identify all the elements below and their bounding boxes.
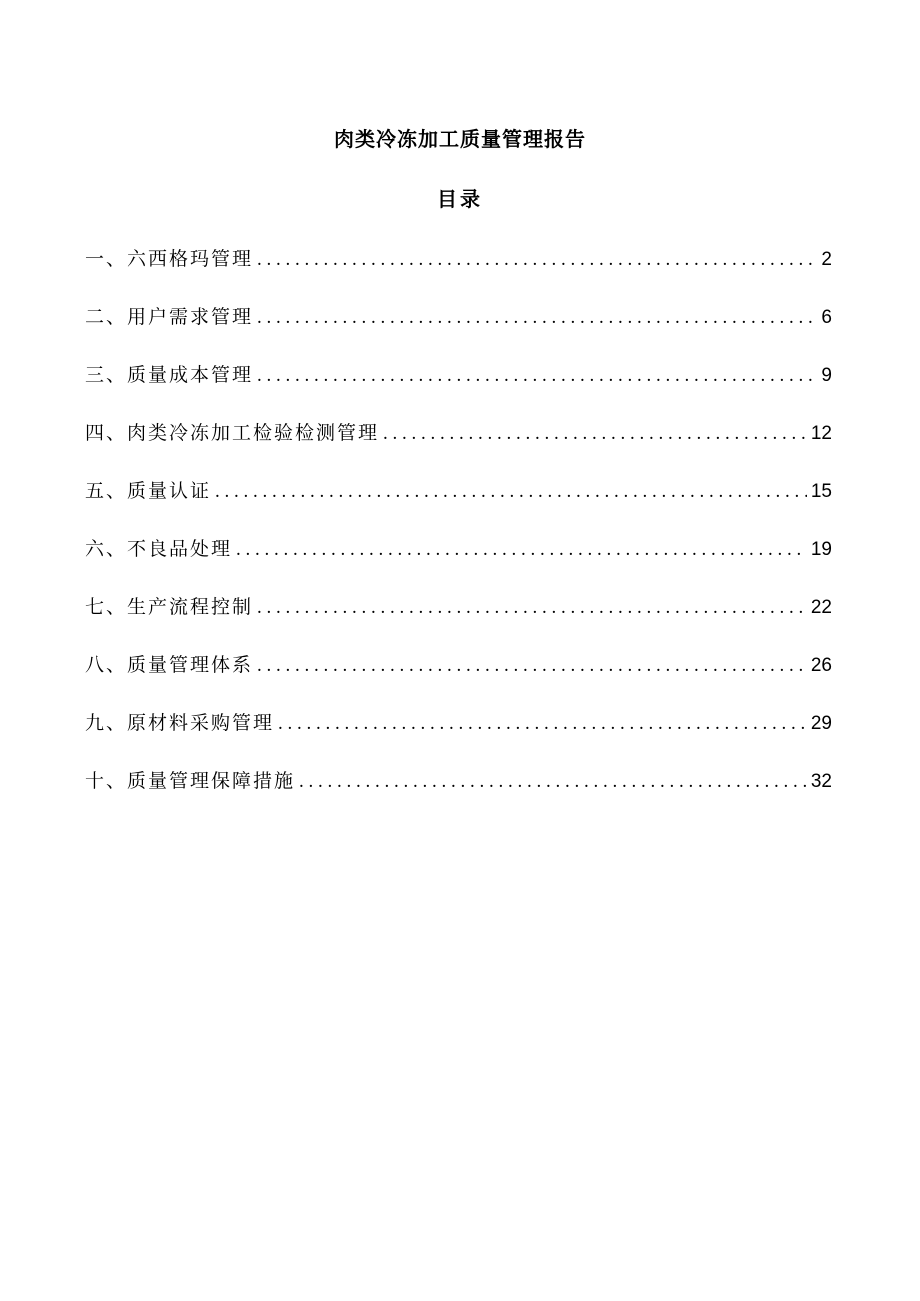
toc-dot-leader bbox=[257, 591, 807, 625]
toc-dot-leader bbox=[215, 475, 807, 509]
toc-page-number: 29 bbox=[810, 713, 832, 734]
table-of-contents bbox=[85, 242, 832, 822]
toc-entry-label: 二、用户需求管理 bbox=[85, 306, 254, 328]
toc-dot-leader bbox=[299, 765, 807, 799]
toc-heading: 目录 bbox=[437, 187, 483, 211]
toc-entry[interactable] bbox=[85, 242, 832, 300]
toc-dot-leader bbox=[278, 707, 807, 741]
toc-dot-leader bbox=[257, 359, 817, 393]
toc-entry-label: 五、质量认证 bbox=[85, 480, 212, 502]
toc-entry-label: 八、质量管理体系 bbox=[85, 654, 254, 676]
toc-page-number: 19 bbox=[810, 539, 832, 560]
toc-entry[interactable] bbox=[85, 474, 832, 532]
toc-page-number: 22 bbox=[810, 597, 832, 618]
toc-page-number: 6 bbox=[821, 307, 832, 328]
toc-entry[interactable] bbox=[85, 706, 832, 764]
toc-entry[interactable] bbox=[85, 358, 832, 416]
document-title: 肉类冷冻加工质量管理报告 bbox=[334, 127, 586, 151]
toc-dot-leader bbox=[383, 417, 807, 451]
toc-entry[interactable] bbox=[85, 590, 832, 648]
toc-entry[interactable] bbox=[85, 416, 832, 474]
toc-entry-label: 六、不良品处理 bbox=[85, 538, 233, 560]
toc-entry[interactable] bbox=[85, 532, 832, 590]
toc-dot-leader bbox=[257, 301, 817, 335]
toc-dot-leader bbox=[257, 243, 817, 277]
toc-entry-label: 十、质量管理保障措施 bbox=[85, 770, 296, 792]
toc-page-number: 9 bbox=[821, 365, 832, 386]
toc-entry[interactable] bbox=[85, 764, 832, 822]
toc-entry[interactable] bbox=[85, 300, 832, 358]
toc-entry-label: 三、质量成本管理 bbox=[85, 364, 254, 386]
toc-entry-label: 一、六西格玛管理 bbox=[85, 248, 254, 270]
toc-dot-leader bbox=[236, 533, 807, 567]
toc-entry-label: 七、生产流程控制 bbox=[85, 596, 254, 618]
toc-entry[interactable] bbox=[85, 648, 832, 706]
toc-entry-label: 四、肉类冷冻加工检验检测管理 bbox=[85, 422, 380, 444]
toc-page-number: 26 bbox=[810, 655, 832, 676]
toc-entry-label: 九、原材料采购管理 bbox=[85, 712, 275, 734]
toc-page-number: 32 bbox=[810, 771, 832, 792]
toc-page-number: 2 bbox=[821, 249, 832, 270]
toc-page-number: 15 bbox=[810, 481, 832, 502]
toc-page-number: 12 bbox=[810, 423, 832, 444]
toc-dot-leader bbox=[257, 649, 807, 683]
